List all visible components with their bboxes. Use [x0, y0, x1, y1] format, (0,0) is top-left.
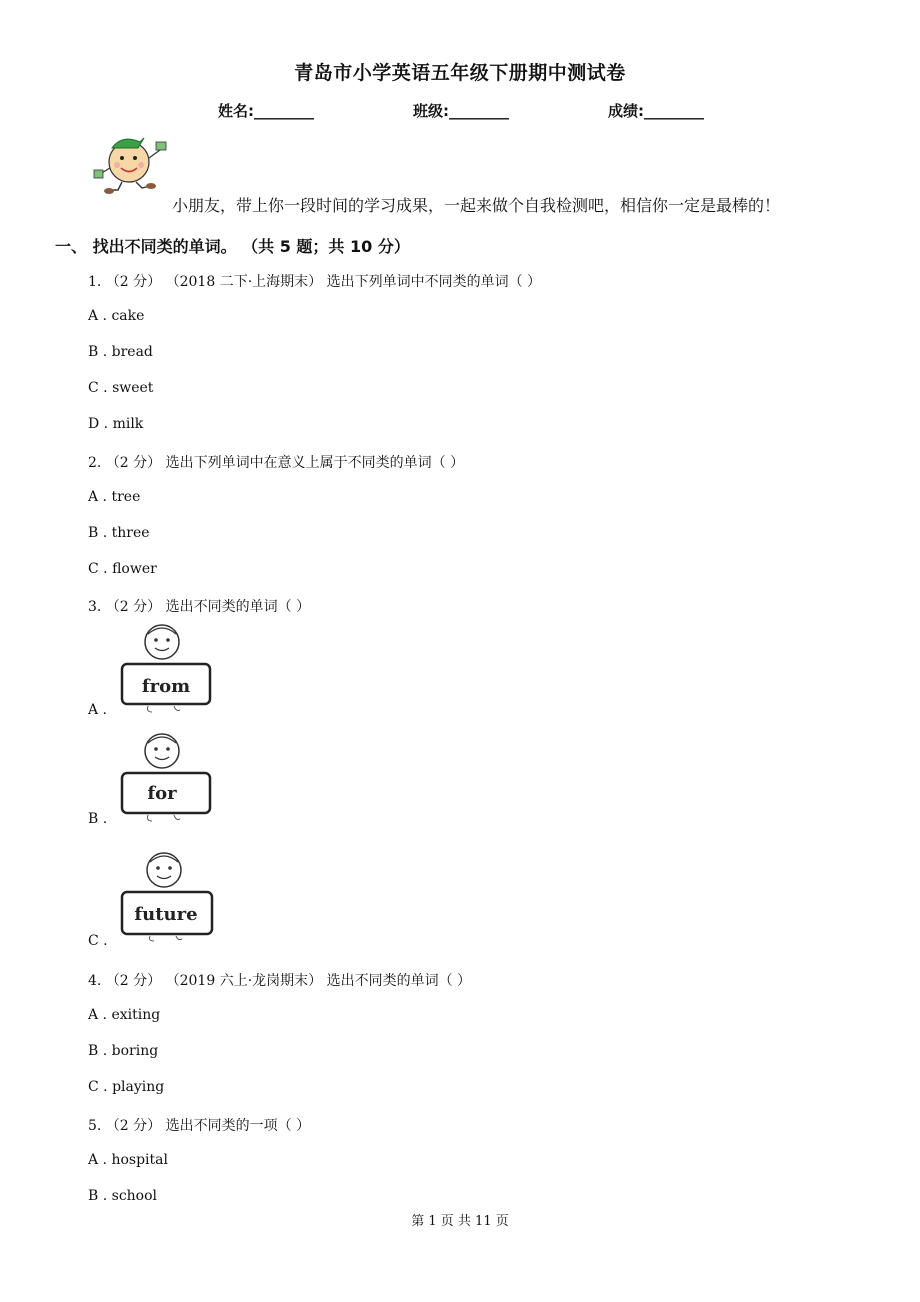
section-heading: 一、 找出不同类的单词。 （共 5 题；共 10 分）	[55, 237, 410, 256]
encouragement-text: 小朋友，带上你一段时间的学习成果，一起来做个自我检测吧，相信你一定是最棒的！	[172, 196, 781, 215]
sign-kid-future-image[interactable]	[118, 850, 218, 942]
question-4-stem: 4. （2 分） （2019 六上·龙岗期末） 选出不同类的单词（ ）	[88, 973, 472, 989]
question-2-stem: 2. （2 分） 选出下列单词中在意义上属于不同类的单词（ ）	[88, 455, 465, 471]
question-1-option-d[interactable]: D . milk	[88, 416, 144, 432]
question-4-option-c[interactable]: C . playing	[88, 1079, 165, 1095]
sign-word-for: for	[147, 783, 177, 804]
sign-word-future: future	[134, 904, 198, 925]
page-footer: 第 1 页 共 11 页	[411, 1214, 509, 1229]
question-3-option-c[interactable]: C .	[88, 933, 108, 949]
mascot-icon	[92, 128, 172, 196]
sign-kid-from-image[interactable]	[118, 622, 218, 714]
question-4-option-a[interactable]: A . exiting	[88, 1007, 161, 1023]
score-field[interactable]: 成绩:________	[608, 102, 704, 120]
question-1-option-c[interactable]: C . sweet	[88, 380, 154, 396]
sign-kid-for-image[interactable]	[118, 731, 218, 823]
question-5-stem: 5. （2 分） 选出不同类的一项（ ）	[88, 1118, 311, 1134]
question-3-option-b[interactable]: B .	[88, 811, 108, 827]
question-3-option-a[interactable]: A .	[88, 702, 108, 718]
question-3-stem: 3. （2 分） 选出不同类的单词（ ）	[88, 599, 311, 615]
sign-word-from: from	[141, 676, 191, 697]
question-1-stem: 1. （2 分） （2018 二下·上海期末） 选出下列单词中不同类的单词（ ）	[88, 274, 542, 290]
page-title: 青岛市小学英语五年级下册期中测试卷	[294, 62, 626, 84]
question-2-option-c[interactable]: C . flower	[88, 561, 157, 577]
question-1-option-b[interactable]: B . bread	[88, 344, 153, 360]
name-field[interactable]: 姓名:________	[218, 102, 314, 120]
question-4-option-b[interactable]: B . boring	[88, 1043, 159, 1059]
question-5-option-b[interactable]: B . school	[88, 1188, 158, 1204]
question-2-option-a[interactable]: A . tree	[88, 489, 141, 505]
class-field[interactable]: 班级:________	[413, 102, 509, 120]
question-1-option-a[interactable]: A . cake	[88, 308, 145, 324]
question-5-option-a[interactable]: A . hospital	[88, 1152, 168, 1168]
question-2-option-b[interactable]: B . three	[88, 525, 150, 541]
